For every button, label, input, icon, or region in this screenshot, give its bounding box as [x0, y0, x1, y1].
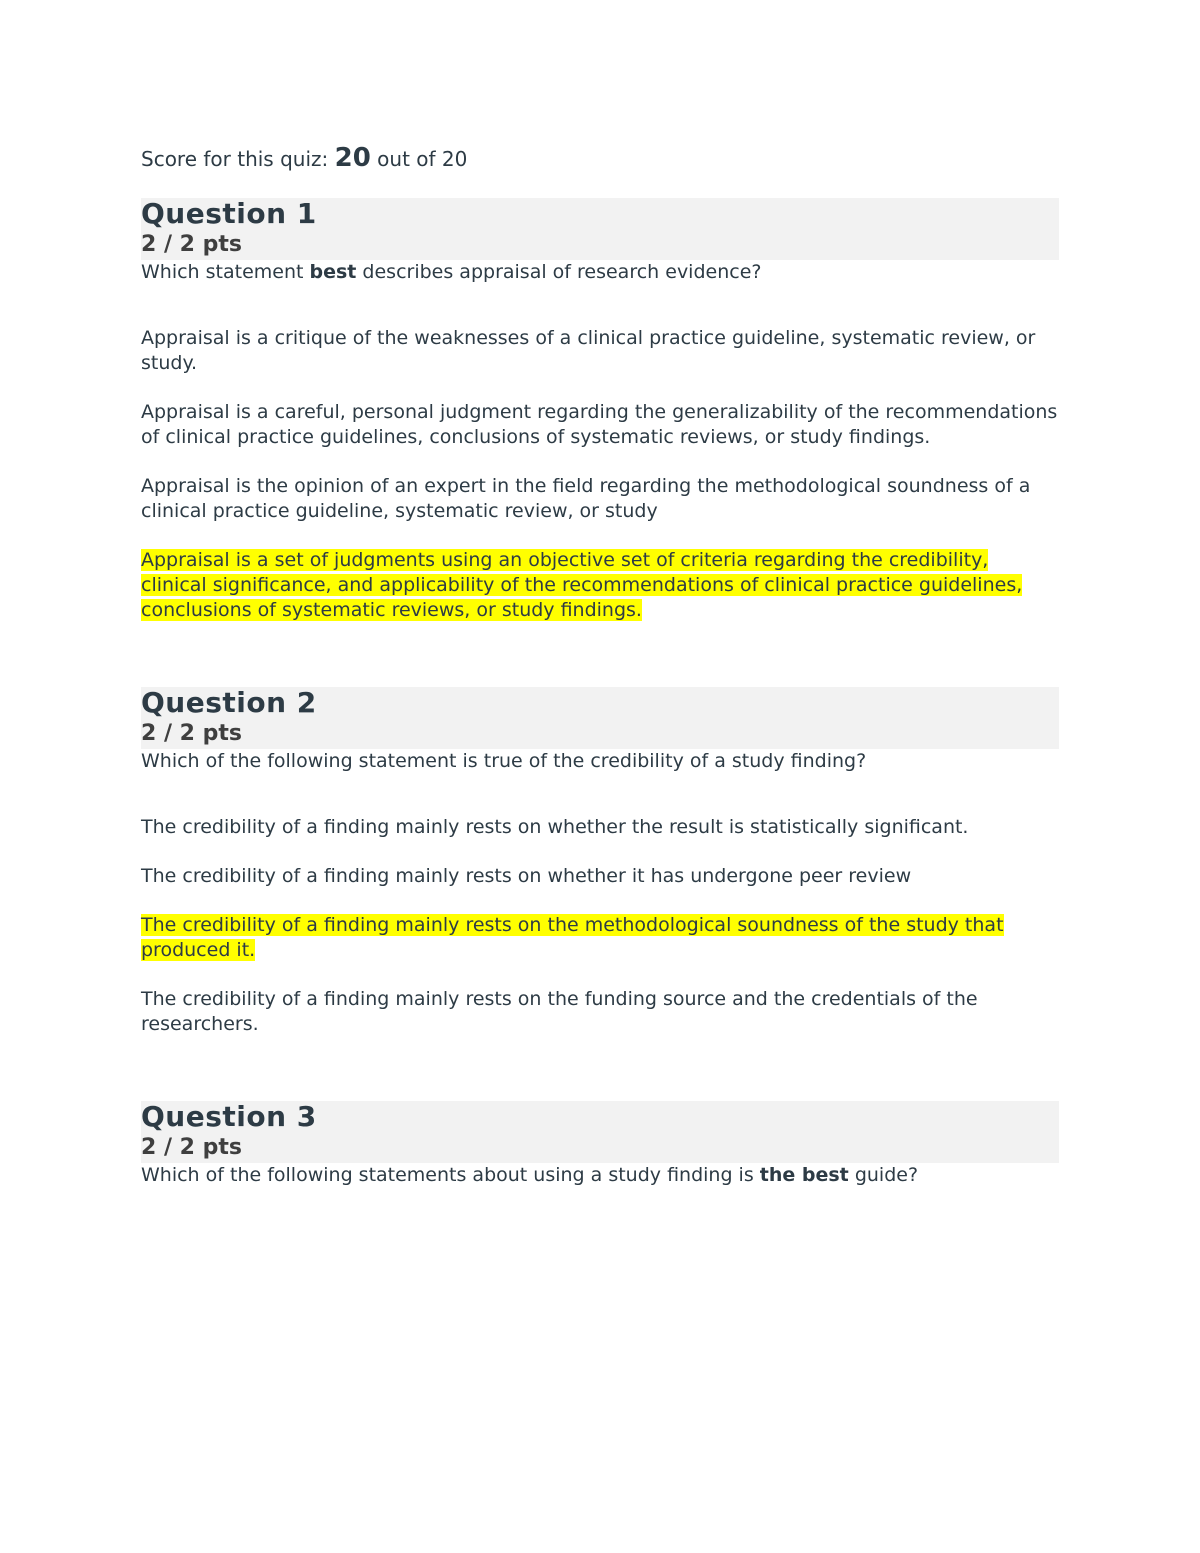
- answer-text: Appraisal is a critique of the weaknesses of a clinical practice guideline, systematic review, or study.: [141, 327, 1036, 374]
- quiz-results-page: [141, 140, 1059, 1229]
- answer-text: The credibility of a finding mainly rests on the funding source and the credentials of the researchers.: [141, 988, 978, 1035]
- answer-option[interactable]: [141, 400, 1059, 450]
- answer-text: Appraisal is the opinion of an expert in the field regarding the methodological soundness of a clinical practice guideline, systematic review, or study: [141, 475, 1031, 522]
- answer-option[interactable]: [141, 864, 1059, 889]
- score-value: 20: [334, 143, 371, 173]
- answer-option[interactable]: [141, 815, 1059, 840]
- answer-option-correct[interactable]: [141, 913, 1059, 963]
- answer-option[interactable]: [141, 326, 1059, 376]
- question-text-part: Which of the following statement is true of the credibility of a study finding?: [141, 750, 867, 772]
- question-text-part: guide?: [848, 1164, 919, 1186]
- question-text-part: describes appraisal of research evidence?: [356, 261, 762, 283]
- answer-text-highlighted: The credibility of a finding mainly rests on the methodological soundness of the study that produced it.: [141, 914, 1004, 961]
- question-2: [141, 687, 1059, 1037]
- question-header: [141, 687, 1059, 749]
- question-title: Question 2: [141, 686, 317, 719]
- question-text-emphasis: the best: [759, 1164, 849, 1186]
- score-suffix: out of 20: [377, 147, 468, 171]
- answer-option[interactable]: [141, 474, 1059, 524]
- question-1: [141, 198, 1059, 623]
- answer-text: Appraisal is a careful, personal judgment regarding the generalizability of the recommendations of clinical practice guidelines, conclusions of systematic reviews, or study findings.: [141, 401, 1058, 448]
- question-text: [141, 749, 1059, 815]
- question-text-emphasis: best: [309, 261, 357, 283]
- answer-option[interactable]: [141, 987, 1059, 1037]
- quiz-score: [141, 140, 1059, 180]
- question-text: [141, 260, 1059, 326]
- question-header: [141, 198, 1059, 260]
- score-label: Score for this quiz:: [141, 147, 329, 171]
- question-header: [141, 1101, 1059, 1163]
- question-title: Question 1: [141, 197, 317, 230]
- question-points: 2 / 2 pts: [141, 1135, 242, 1160]
- answer-option-correct[interactable]: [141, 548, 1059, 623]
- question-text: [141, 1163, 1059, 1229]
- question-points: 2 / 2 pts: [141, 232, 242, 257]
- answer-text-highlighted: Appraisal is a set of judgments using an objective set of criteria regarding the credibility, clinical significance, and applicability of the recommendations of clinical practice guidelines, conclusions of systematic reviews, or study findings.: [141, 549, 1023, 621]
- answer-text: The credibility of a finding mainly rests on whether it has undergone peer review: [141, 865, 912, 887]
- question-points: 2 / 2 pts: [141, 721, 242, 746]
- answer-text: The credibility of a finding mainly rests on whether the result is statistically significant.: [141, 816, 969, 838]
- question-text-part: Which statement: [141, 261, 310, 283]
- question-title: Question 3: [141, 1100, 317, 1133]
- question-3: [141, 1101, 1059, 1229]
- question-text-part: Which of the following statements about using a study finding is: [141, 1164, 760, 1186]
